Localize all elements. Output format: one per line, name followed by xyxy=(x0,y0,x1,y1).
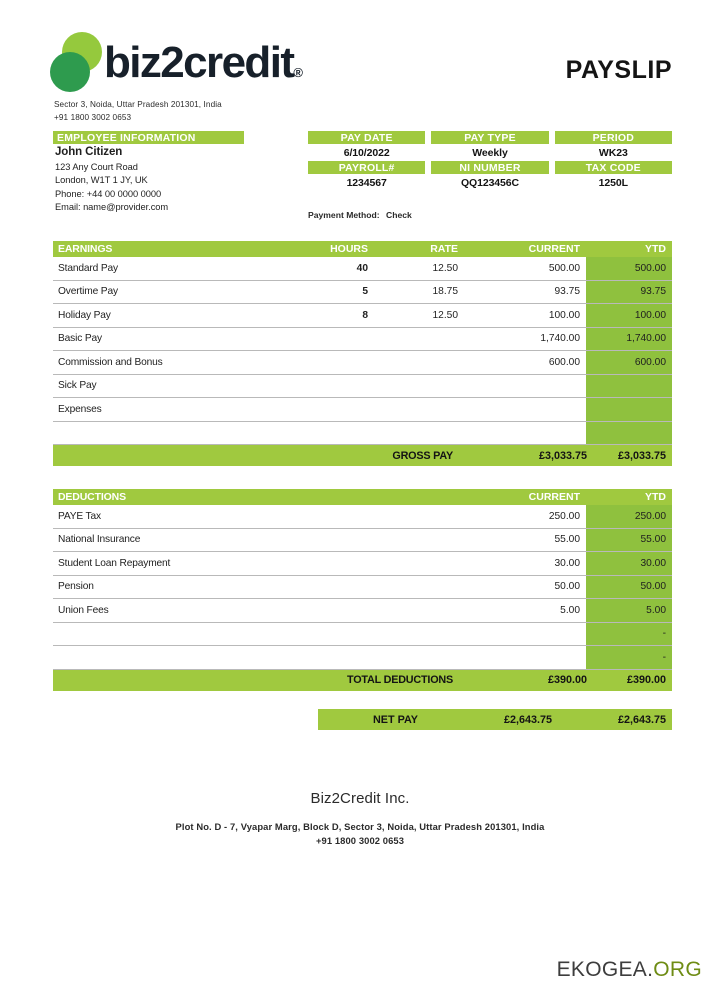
table-row xyxy=(53,257,672,281)
table-row xyxy=(53,304,672,328)
gross-pay-row xyxy=(53,445,672,466)
earning-ytd: 1,740.00 xyxy=(586,328,672,351)
deduction-description: National Insurance xyxy=(58,534,141,546)
deduction-ytd: 5.00 xyxy=(586,599,672,622)
earnings-col-rate: RATE xyxy=(430,243,458,255)
deductions-table xyxy=(53,489,672,691)
employee-phone: Phone: +44 00 0000 0000 xyxy=(55,188,162,199)
document-header xyxy=(48,32,672,94)
deduction-ytd: 55.00 xyxy=(586,529,672,552)
earning-hours: 5 xyxy=(362,286,368,298)
watermark xyxy=(557,958,702,982)
table-row xyxy=(53,328,672,352)
pay-date-value: 6/10/2022 xyxy=(343,146,390,159)
period-header: PERIOD xyxy=(555,131,672,144)
earning-description: Expenses xyxy=(58,403,102,415)
employee-name: John Citizen xyxy=(55,146,123,158)
deduction-ytd: - xyxy=(586,646,672,669)
tax-code-header: TAX CODE xyxy=(555,161,672,174)
deduction-current: 5.00 xyxy=(560,604,580,616)
deduction-current: 50.00 xyxy=(554,581,580,593)
logo-circle-dark-icon xyxy=(50,52,90,92)
biz2credit-logo-icon xyxy=(48,32,102,90)
earning-description: Basic Pay xyxy=(58,333,102,345)
brand-name-text: biz2credit xyxy=(104,38,294,87)
deduction-current: 250.00 xyxy=(548,510,580,522)
footer-address: Plot No. D - 7, Vyapar Marg, Block D, Sector 3, Noida, Uttar Pradesh 201301, India xyxy=(175,821,545,832)
table-row xyxy=(53,599,672,623)
total-deductions-current: £390.00 xyxy=(547,674,587,686)
deduction-description: Pension xyxy=(58,581,94,593)
table-row xyxy=(53,505,672,529)
net-pay-row xyxy=(318,709,672,730)
earning-current: 1,740.00 xyxy=(540,333,580,345)
employee-address-line1: 123 Any Court Road xyxy=(55,161,138,172)
earning-description: Overtime Pay xyxy=(58,286,118,298)
total-deductions-ytd: £390.00 xyxy=(626,674,666,686)
company-phone: +91 1800 3002 0653 xyxy=(54,112,132,122)
earning-description: Standard Pay xyxy=(58,262,118,274)
brand-logo xyxy=(48,32,303,90)
deduction-ytd: 30.00 xyxy=(586,552,672,575)
payment-method-row xyxy=(308,210,412,220)
earning-current: 500.00 xyxy=(548,262,580,274)
net-pay-current: £2,643.75 xyxy=(503,713,552,726)
document-footer xyxy=(0,790,720,848)
deduction-ytd: - xyxy=(586,623,672,646)
earning-current: 600.00 xyxy=(548,356,580,368)
earning-ytd: 93.75 xyxy=(586,281,672,304)
payroll-number-header: PAYROLL# xyxy=(308,161,425,174)
earning-description: Sick Pay xyxy=(58,380,97,392)
ni-number-value: QQ123456C xyxy=(460,176,520,189)
registered-mark: ® xyxy=(293,65,303,80)
watermark-text-green: ORG xyxy=(653,958,702,981)
earning-rate: 12.50 xyxy=(432,262,458,274)
earning-ytd xyxy=(586,398,672,421)
watermark-text-dark: EKOGEA. xyxy=(556,958,654,981)
earning-rate: 12.50 xyxy=(432,309,458,321)
ni-number-header: NI NUMBER xyxy=(431,161,548,174)
earning-ytd: 500.00 xyxy=(586,257,672,280)
total-deductions-row xyxy=(53,670,672,691)
employee-information-block xyxy=(55,146,295,215)
payroll-number-value: 1234567 xyxy=(346,176,387,189)
earnings-col-description: EARNINGS xyxy=(58,243,113,255)
company-address xyxy=(54,99,222,124)
deduction-description: Student Loan Repayment xyxy=(58,557,171,569)
gross-pay-ytd: £3,033.75 xyxy=(617,449,666,462)
pay-type-header: PAY TYPE xyxy=(431,131,548,144)
footer-address-block xyxy=(0,820,720,848)
earning-hours: 40 xyxy=(356,262,368,274)
net-pay-ytd: £2,643.75 xyxy=(617,713,666,726)
table-row xyxy=(53,422,672,446)
page-title: PAYSLIP xyxy=(565,56,672,84)
earning-hours: 8 xyxy=(362,309,368,321)
employee-information-header: EMPLOYEE INFORMATION xyxy=(53,131,244,144)
pay-information-grid xyxy=(308,131,672,191)
company-address-line: Sector 3, Noida, Uttar Pradesh 201301, India xyxy=(54,100,222,109)
table-row xyxy=(53,375,672,399)
deduction-current: 55.00 xyxy=(554,534,580,546)
earnings-col-current: CURRENT xyxy=(528,243,580,255)
deduction-ytd: 50.00 xyxy=(586,576,672,599)
deductions-table-header xyxy=(53,489,672,505)
tax-code-value: 1250L xyxy=(598,176,628,189)
table-row xyxy=(53,623,672,647)
earnings-col-hours: HOURS xyxy=(330,243,368,255)
pay-info-header-row-2 xyxy=(308,161,672,174)
table-row xyxy=(53,398,672,422)
pay-date-header: PAY DATE xyxy=(308,131,425,144)
earning-ytd: 100.00 xyxy=(586,304,672,327)
earning-ytd xyxy=(586,422,672,445)
earning-description: Commission and Bonus xyxy=(58,356,163,368)
earning-ytd xyxy=(586,375,672,398)
earning-current: 93.75 xyxy=(554,286,580,298)
footer-phone: +91 1800 3002 0653 xyxy=(315,835,405,846)
total-deductions-label: TOTAL DEDUCTIONS xyxy=(347,674,453,686)
earning-rate: 18.75 xyxy=(432,286,458,298)
gross-pay-label: GROSS PAY xyxy=(392,449,453,462)
footer-company-name: Biz2Credit Inc. xyxy=(310,790,410,807)
net-pay-label: NET PAY xyxy=(372,713,418,726)
table-row xyxy=(53,552,672,576)
earning-current: 100.00 xyxy=(548,309,580,321)
period-value: WK23 xyxy=(598,146,628,159)
brand-name xyxy=(104,38,303,87)
gross-pay-current: £3,033.75 xyxy=(538,449,587,462)
payment-method-value: Check xyxy=(386,210,412,220)
pay-info-header-row-1 xyxy=(308,131,672,144)
earnings-table-header xyxy=(53,241,672,257)
deductions-col-ytd: YTD xyxy=(645,491,666,503)
table-row xyxy=(53,351,672,375)
payment-method-label: Payment Method: xyxy=(308,210,380,220)
deductions-col-current: CURRENT xyxy=(528,491,580,503)
earning-ytd: 600.00 xyxy=(586,351,672,374)
deduction-description: Union Fees xyxy=(58,604,109,616)
employee-address-line2: London, W1T 1 JY, UK xyxy=(55,175,148,186)
deductions-col-description: DEDUCTIONS xyxy=(58,491,126,503)
pay-info-value-row-2 xyxy=(308,174,672,191)
earning-description: Holiday Pay xyxy=(58,309,111,321)
table-row xyxy=(53,281,672,305)
deduction-current: 30.00 xyxy=(554,557,580,569)
pay-info-value-row-1 xyxy=(308,144,672,161)
table-row xyxy=(53,529,672,553)
employee-email: Email: name@provider.com xyxy=(55,202,169,213)
earnings-col-ytd: YTD xyxy=(645,243,666,255)
pay-type-value: Weekly xyxy=(472,146,508,159)
table-row xyxy=(53,646,672,670)
deduction-ytd: 250.00 xyxy=(586,505,672,528)
earnings-table xyxy=(53,241,672,466)
deduction-description: PAYE Tax xyxy=(58,510,101,522)
table-row xyxy=(53,576,672,600)
